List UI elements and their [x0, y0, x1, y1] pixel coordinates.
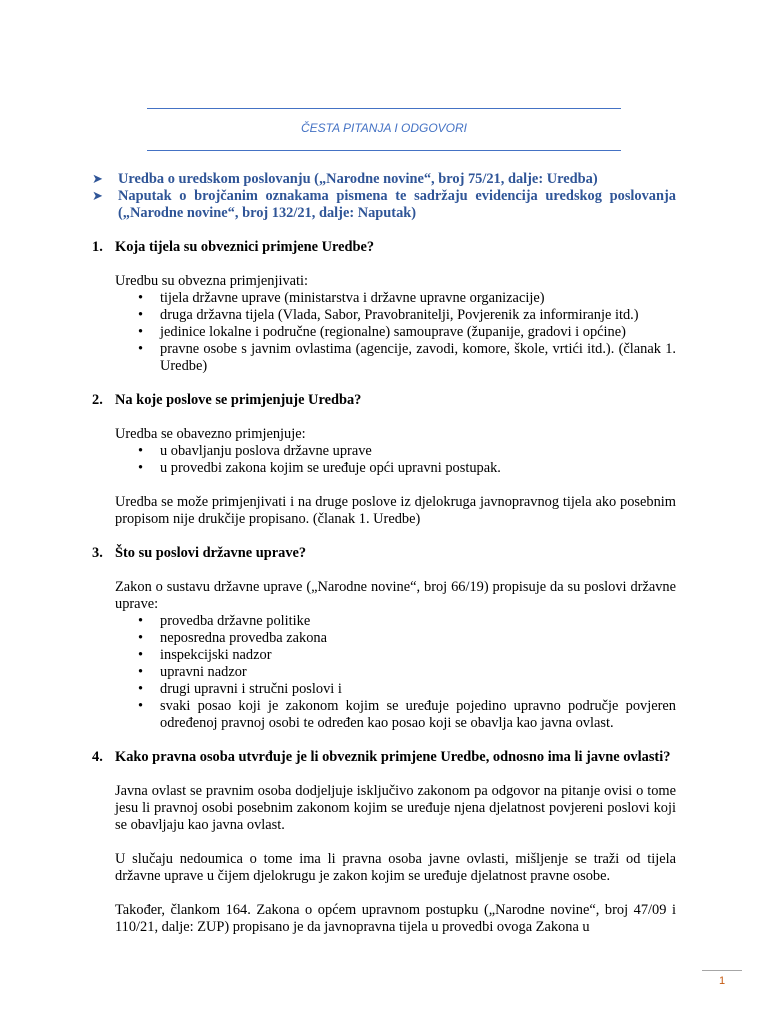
question-text: Na koje poslove se primjenjuje Uredba? [115, 392, 362, 408]
arrowhead-bullet-icon: ➤ [92, 172, 103, 187]
answer-paragraph: U slučaju nedoumica o tome ima li pravna osoba javne ovlasti, mišljenje se traži od tijela državne uprave u čijem djelokrugu je zakon kojim se uređuje djelatnost pravne osobe. [115, 851, 676, 884]
bullet-list [115, 290, 676, 375]
intro-text: Uredba o uredskom poslovanju („Narodne novine“, broj 75/21, dalje: Uredba) [118, 171, 598, 187]
list-item [138, 307, 676, 324]
answer-lead: Uredba se obavezno primjenjuje: [115, 426, 306, 442]
bullet-dot-icon: • [138, 324, 144, 340]
list-item-text: upravni nadzor [160, 664, 247, 680]
bullet-dot-icon: • [138, 443, 144, 459]
bullet-dot-icon: • [138, 290, 144, 306]
bullet-dot-icon: • [138, 664, 144, 680]
list-item [138, 290, 676, 307]
list-item-text: u obavljanju poslova državne uprave [160, 443, 372, 459]
bullet-dot-icon: • [138, 307, 144, 323]
list-item [138, 664, 676, 681]
list-item-text: svaki posao koji je zakonom kojim se uređuje pojedino upravno područje povjeren određenoj pravnoj osobi te određen kao posao koji se obavlja kao javna ovlast. [160, 698, 676, 731]
question-text: Kako pravna osoba utvrđuje je li obveznik primjene Uredbe, odnosno ima li javne ovlasti? [115, 749, 671, 765]
list-item [138, 341, 676, 375]
list-item-text: tijela državne uprave (ministarstva i državne upravne organizacije) [160, 290, 545, 306]
question-2 [92, 392, 676, 409]
footer-rule [702, 970, 742, 971]
page-title: ČESTA PITANJA I ODGOVORI [300, 121, 468, 135]
question-number: 3. [92, 545, 103, 561]
intro-text: Naputak o brojčanim oznakama pismena te sadržaju evidencija uredskog poslovanja („Narodne novine“, broj 132/21, dalje: Naputak) [118, 188, 676, 221]
list-item-text: pravne osobe s javnim ovlastima (agencije, zavodi, komore, škole, vrtići itd.). (članak 1. Uredbe) [160, 341, 676, 374]
list-item-text: druga državna tijela (Vlada, Sabor, Pravobranitelji, Povjerenik za informiranje itd.) [160, 307, 639, 323]
question-1 [92, 239, 676, 256]
list-item-text: u provedbi zakona kojim se uređuje opći upravni postupak. [160, 460, 501, 476]
list-item [138, 443, 676, 460]
answer-lead: Zakon o sustavu državne uprave („Narodne novine“, broj 66/19) propisuje da su poslovi državne uprave: [115, 579, 676, 612]
list-item [138, 698, 676, 732]
page-number: 1 [718, 975, 726, 987]
question-number: 4. [92, 749, 103, 765]
answer-lead: Uredbu su obvezna primjenjivati: [115, 273, 309, 289]
bullet-list [115, 443, 676, 477]
list-item-text: jedinice lokalne i područne (regionalne) samouprave (županije, gradovi i općine) [160, 324, 626, 340]
list-item [138, 647, 676, 664]
question-text: Što su poslovi državne uprave? [115, 545, 307, 561]
bullet-dot-icon: • [138, 647, 144, 663]
answer-1 [115, 273, 676, 375]
bullet-dot-icon: • [138, 698, 144, 714]
question-3 [92, 545, 676, 562]
question-4 [92, 749, 676, 766]
list-item [138, 613, 676, 630]
question-number: 1. [92, 239, 103, 255]
bullet-dot-icon: • [138, 681, 144, 697]
arrowhead-bullet-icon: ➤ [92, 189, 103, 204]
list-item-text: provedba državne politike [160, 613, 311, 629]
bullet-dot-icon: • [138, 460, 144, 476]
list-item-text: neposredna provedba zakona [160, 630, 328, 646]
intro-item [92, 171, 676, 188]
list-item-text: inspekcijski nadzor [160, 647, 272, 663]
header-rule-bottom [147, 150, 621, 151]
bullet-dot-icon: • [138, 341, 144, 357]
list-item [138, 460, 676, 477]
answer-2 [115, 426, 676, 528]
question-text: Koja tijela su obveznici primjene Uredbe? [115, 239, 375, 255]
question-number: 2. [92, 392, 103, 408]
answer-paragraph: Javna ovlast se pravnim osoba dodjeljuje isključivo zakonom pa odgovor na pitanje ovisi o tome jesu li pravnoj osobi posebnim zakonom kojim se uređuje njena djelatnost povjereni poslovi koji se obavljaju kao javna ovlast. [115, 783, 676, 833]
answer-paragraph: Također, člankom 164. Zakona o općem upravnom postupku („Narodne novine“, broj 47/09 i 110/21, dalje: ZUP) propisano je da javnopravna tijela u provedbi ovoga Zakona u [115, 902, 676, 935]
document-body [92, 171, 676, 936]
bullet-list [115, 613, 676, 732]
list-item [138, 630, 676, 647]
intro-item [92, 188, 676, 222]
list-item [138, 681, 676, 698]
bullet-dot-icon: • [138, 613, 144, 629]
answer-paragraph: Uredba se može primjenjivati i na druge poslove iz djelokruga javnopravnog tijela ako posebnim propisom nije drukčije propisano. (članak 1. Uredbe) [115, 494, 676, 527]
list-item [138, 324, 676, 341]
answer-3 [115, 579, 676, 732]
header-rule-top [147, 108, 621, 109]
bullet-dot-icon: • [138, 630, 144, 646]
answer-4 [115, 783, 676, 936]
list-item-text: drugi upravni i stručni poslovi i [160, 681, 342, 697]
